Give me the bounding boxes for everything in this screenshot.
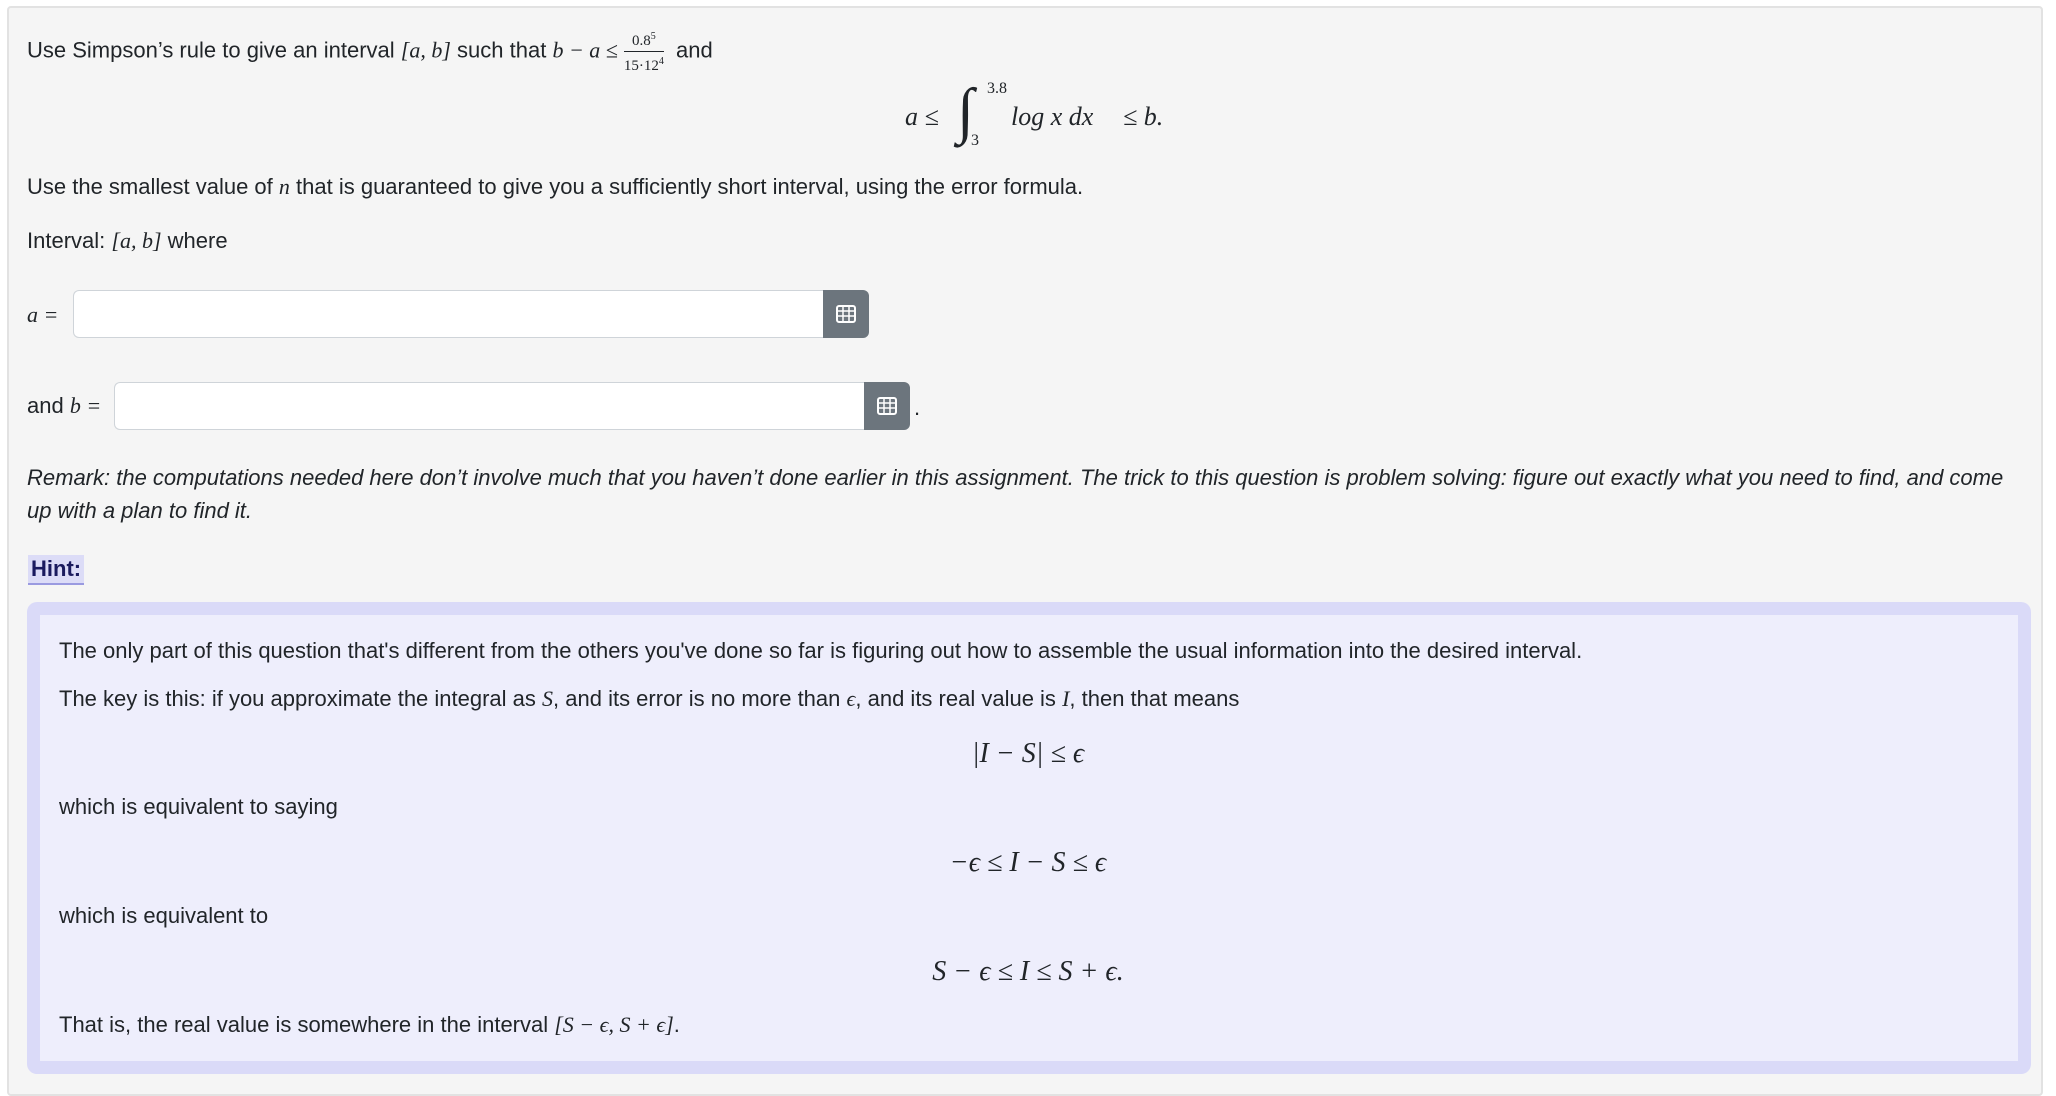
intro-text: Use Simpson’s rule to give an interval	[27, 37, 395, 63]
display-left: a ≤	[905, 102, 939, 131]
b-input[interactable]	[114, 382, 864, 430]
hint-paragraph-3: which is equivalent to saying	[59, 794, 338, 819]
intro-inequality: b − a ≤	[552, 37, 618, 63]
b-label: and b =	[27, 393, 102, 418]
display-right: ≤ b.	[1123, 102, 1164, 131]
a-label: a =	[27, 302, 59, 327]
a-input[interactable]	[73, 290, 823, 338]
b-matrix-button[interactable]	[864, 382, 910, 430]
b-suffix: .	[914, 395, 921, 420]
integral-display	[905, 77, 1205, 152]
equation-1: |I − S| ≤ ϵ	[971, 738, 1085, 769]
integral-upper-limit: 3.8	[987, 80, 1007, 97]
var-n: n	[278, 174, 290, 199]
interval-label: Interval: [a, b] where	[27, 228, 228, 253]
a-input-group	[73, 290, 869, 338]
a-matrix-button[interactable]	[823, 290, 869, 338]
equation-2: −ϵ ≤ I − S ≤ ϵ	[949, 847, 1107, 878]
intro-text-3: and	[676, 37, 713, 63]
hint-paragraph-4: which is equivalent to	[59, 903, 269, 928]
hint-paragraph-1: The only part of this question that's different from the others you've done so far is figuring out how to assemble the usual information into the desired interval.	[59, 638, 1583, 663]
intro-text-2: such that	[457, 37, 547, 63]
hint-paragraph-5: That is, the real value is somewhere in the interval [S − ϵ, S + ϵ].	[59, 1012, 680, 1037]
integral-sign: ∫	[957, 77, 974, 145]
hint-paragraph-2: The key is this: if you approximate the integral as S, and its error is no more than ϵ, and its real value is I, then that means	[59, 686, 1240, 711]
hint-box	[27, 602, 2031, 1074]
intro-interval: [a, b]	[400, 37, 451, 63]
grid-icon	[836, 305, 856, 323]
grid-icon	[877, 397, 897, 415]
question-intro	[27, 28, 713, 75]
integrand: log x dx	[1011, 102, 1094, 131]
b-input-group	[114, 382, 910, 430]
smallest-n-text: Use the smallest value of n that is guaranteed to give you a sufficiently short interval, using the error formula.	[27, 174, 1084, 199]
remark-text: Remark: the computations needed here don’t involve much that you haven’t done earlier in this assignment. The trick to this question is problem solving: figure out exactly what you need to find, and come up with a plan to find it.	[27, 465, 2004, 523]
hint-toggle[interactable]: Hint:	[28, 555, 84, 585]
equation-3: S − ϵ ≤ I ≤ S + ϵ.	[932, 956, 1124, 987]
error-fraction: $\frac{0.8^5}{15\cdot 12^4}$	[624, 28, 664, 75]
integral-lower-limit: 3	[971, 132, 979, 149]
